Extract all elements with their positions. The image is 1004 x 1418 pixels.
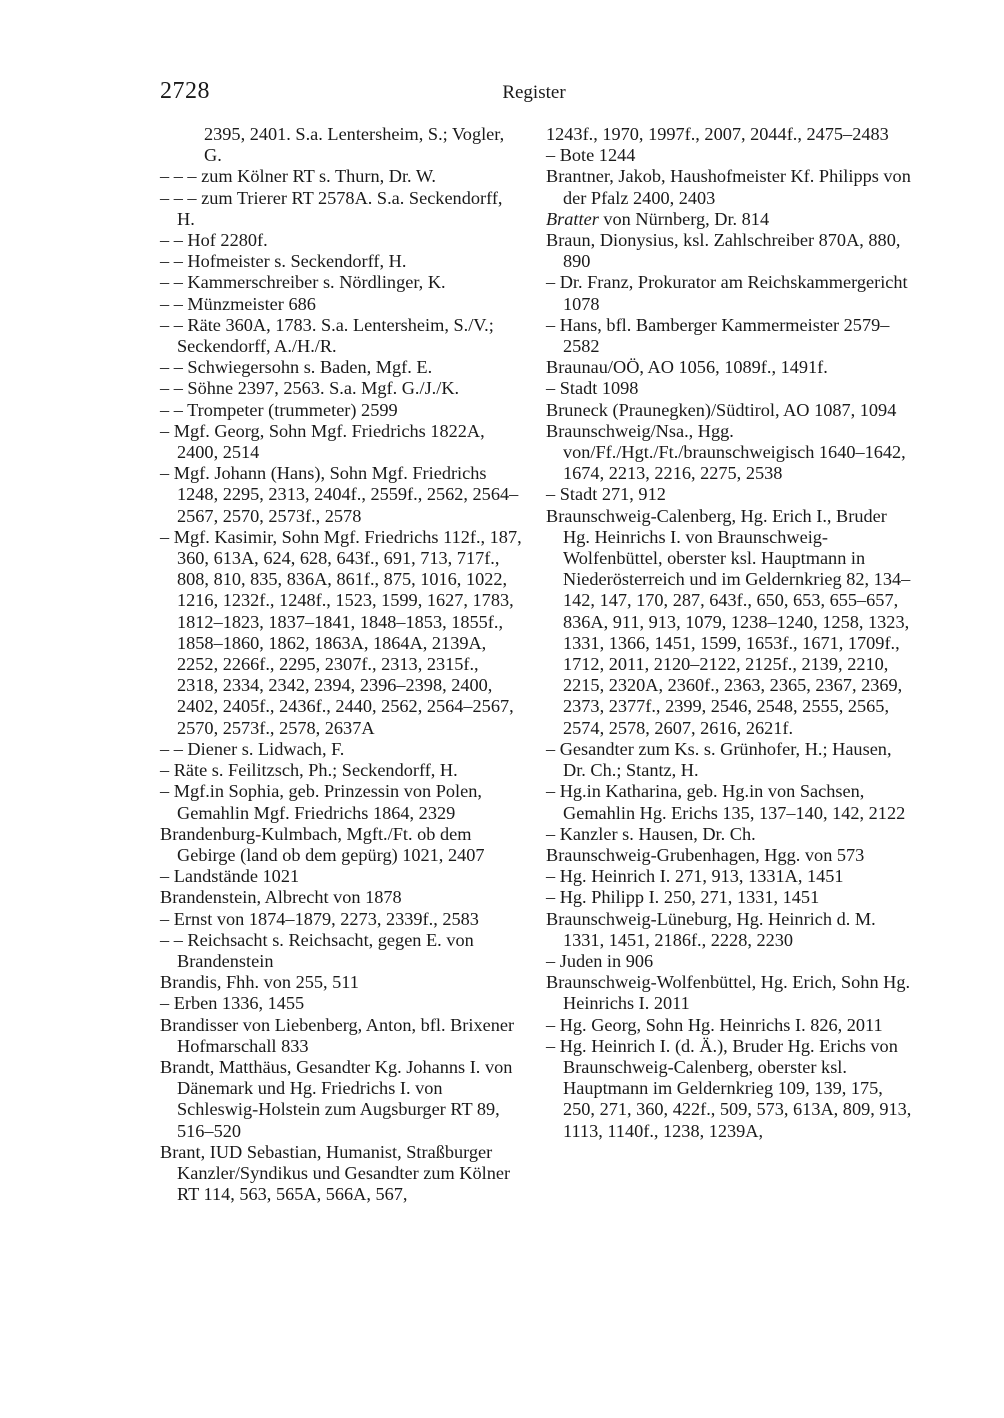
index-term-italic: Bratter	[546, 208, 599, 229]
index-entry: – – Räte 360A, 1783. S.a. Lentersheim, S./V.; Seckendorff, A./H./R.	[160, 314, 494, 357]
index-entry: – – Hof 2280f.	[160, 230, 268, 251]
index-entry: – – Söhne 2397, 2563. S.a. Mgf. G./J./K.	[160, 378, 460, 399]
index-entry: – Mgf. Johann (Hans), Sohn Mgf. Friedrichs 1248, 2295, 2313, 2404f., 2559f., 2562, 2564–2567, 2570, 2573f., 2578	[160, 463, 519, 526]
running-head: Register	[502, 82, 566, 103]
index-entry: – Mgf. Kasimir, Sohn Mgf. Friedrichs 112f., 187, 360, 613A, 624, 628, 643f., 691, 713, 717f., 808, 810, 835, 836A, 861f., 875, 1016, 1022, 1216, 1232f., 1248f., 1523, 1599, 1627, 1783, 1812–1823, 1837–1841, 1848–1853, 1855f., 1858–1860, 1862, 1863A, 1864A, 2139A, 2252, 2266f., 2295, 2307f., 2313, 2315f., 2318, 2334, 2342, 2394, 2396–2398, 2400, 2402, 2405f., 2436f., 2440, 2562, 2564–2567, 2570, 2573f., 2578, 2637A	[160, 526, 522, 738]
index-entry-rest: von Nürnberg, Dr. 814	[603, 208, 770, 229]
index-entry: – – Diener s. Lidwach, F.	[160, 738, 345, 759]
index-entry: Braunschweig-Wolfenbüttel, Hg. Erich, Sohn Hg. Heinrichs I. 2011	[546, 972, 911, 1014]
index-entry: – Erben 1336, 1455	[160, 993, 305, 1014]
index-entry: – – – zum Trierer RT 2578A. S.a. Seckendorff, H.	[160, 187, 503, 229]
index-entry: – Mgf.in Sophia, geb. Prinzessin von Polen, Gemahlin Mgf. Friedrichs 1864, 2329	[160, 781, 482, 823]
index-entry: – Hg. Heinrich I. (d. Ä.), Bruder Hg. Erichs von Braunschweig-Calenberg, oberster ksl. Hauptmann im Geldernkrieg 109, 139, 175, 250, 271, 360, 422f., 509, 573, 613A, 809, 913, 1113, 1140f., 1238, 1239A,	[546, 1035, 912, 1141]
index-entry: Braunschweig/Nsa., Hgg. von/Ff./Hgt./Ft./braunschweigisch 1640–1642, 1674, 2213, 2216, 2275, 2538	[546, 420, 906, 484]
index-entry: – – Hofmeister s. Seckendorff, H.	[160, 251, 407, 272]
index-entry: Brantner, Jakob, Haushofmeister Kf. Philipps von der Pfalz 2400, 2403	[546, 166, 911, 208]
index-entry: Brandenstein, Albrecht von 1878	[160, 887, 402, 908]
index-entry: – Hg.in Katharina, geb. Hg.in von Sachsen, Gemahlin Hg. Erichs 135, 137–140, 142, 2122	[546, 781, 906, 823]
index-entry-continuation: 1243f., 1970, 1997f., 2007, 2044f., 2475–2483	[546, 124, 889, 144]
index-entry: – Hg. Georg, Sohn Hg. Heinrichs I. 826, 2011	[546, 1014, 883, 1035]
index-entry: Bruneck (Praunegken)/Südtirol, AO 1087, 1094	[546, 399, 897, 420]
index-entry: – – Schwiegersohn s. Baden, Mgf. E.	[160, 357, 433, 378]
index-entry: – – Reichsacht s. Reichsacht, gegen E. von Brandenstein	[160, 929, 474, 971]
index-entry-bratter	[546, 209, 912, 230]
index-entry: – Gesandter zum Ks. s. Grünhofer, H.; Hausen, Dr. Ch.; Stantz, H.	[546, 738, 892, 781]
index-entry: – Stadt 1098	[546, 378, 639, 399]
index-entry: – – – zum Kölner RT s. Thurn, Dr. W.	[160, 166, 436, 187]
index-entry: Braunschweig-Lüneburg, Hg. Heinrich d. M. 1331, 1451, 2186f., 2228, 2230	[546, 908, 876, 950]
index-entry: – Hans, bfl. Bamberger Kammermeister 2579–2582	[546, 314, 890, 357]
right-column	[546, 124, 912, 1142]
index-entry: – – Trompeter (trummeter) 2599	[160, 399, 398, 420]
index-entry: – Stadt 271, 912	[546, 484, 666, 505]
index-entry: – Kanzler s. Hausen, Dr. Ch.	[546, 823, 756, 844]
index-entry: – Hg. Heinrich I. 271, 913, 1331A, 1451	[546, 866, 844, 887]
index-entry: – Hg. Philipp I. 250, 271, 1331, 1451	[546, 887, 820, 908]
index-entry: Brant, IUD Sebastian, Humanist, Straßburger Kanzler/Syndikus und Gesandter zum Kölner RT 114, 563, 565A, 566A, 567,	[160, 1141, 511, 1205]
index-entry: – Räte s. Feilitzsch, Ph.; Seckendorff, H.	[160, 760, 458, 781]
left-column	[160, 124, 524, 1205]
index-entry: – – Münzmeister 686	[160, 293, 316, 314]
index-entry-continuation: 2395, 2401. S.a. Lentersheim, S.; Vogler, G.	[204, 124, 505, 166]
index-entry: Brandisser von Liebenberg, Anton, bfl. Brixener Hofmarschall 833	[160, 1014, 515, 1056]
index-entry: – Dr. Franz, Prokurator am Reichskammergericht 1078	[546, 272, 908, 314]
index-entry: – Ernst von 1874–1879, 2273, 2339f., 2583	[160, 908, 479, 929]
index-entry: Brandenburg-Kulmbach, Mgft./Ft. ob dem Gebirge (land ob dem gepürg) 1021, 2407	[160, 823, 485, 865]
index-entry: Braunau/OÖ, AO 1056, 1089f., 1491f.	[546, 357, 828, 378]
index-entry: Braunschweig-Grubenhagen, Hgg. von 573	[546, 844, 865, 865]
index-entry: – Mgf. Georg, Sohn Mgf. Friedrichs 1822A, 2400, 2514	[160, 420, 485, 463]
index-entry: Brandis, Fhh. von 255, 511	[160, 972, 359, 993]
index-entry: Braun, Dionysius, ksl. Zahlschreiber 870A, 880, 890	[546, 230, 901, 272]
index-entry: Braunschweig-Calenberg, Hg. Erich I., Bruder Hg. Heinrichs I. von Braunschweig-Wolfenbüttel, oberster ksl. Hauptmann in Niederösterreich und im Geldernkrieg 82, 134–142, 147, 170, 287, 643f., 650, 653, 655–657, 836A, 911, 913, 1079, 1238–1240, 1258, 1323, 1331, 1366, 1451, 1599, 1653f., 1671, 1709f., 1712, 2011, 2120–2122, 2125f., 2139, 2210, 2215, 2320A, 2360f., 2363, 2365, 2367, 2369, 2373, 2377f., 2399, 2546, 2548, 2555, 2565, 2574, 2578, 2607, 2616, 2621f.	[546, 505, 911, 738]
index-entry: – Bote 1244	[546, 145, 636, 166]
index-entry: – Juden in 906	[546, 950, 654, 971]
page-number: 2728	[160, 78, 210, 104]
index-entry: – – Kammerschreiber s. Nördlinger, K.	[160, 272, 446, 293]
index-entry: Brandt, Matthäus, Gesandter Kg. Johanns I. von Dänemark und Hg. Friedrichs I. von Schleswig-Holstein zum Augsburger RT 89, 516–520	[160, 1056, 513, 1141]
index-entry: – Landstände 1021	[160, 866, 300, 887]
